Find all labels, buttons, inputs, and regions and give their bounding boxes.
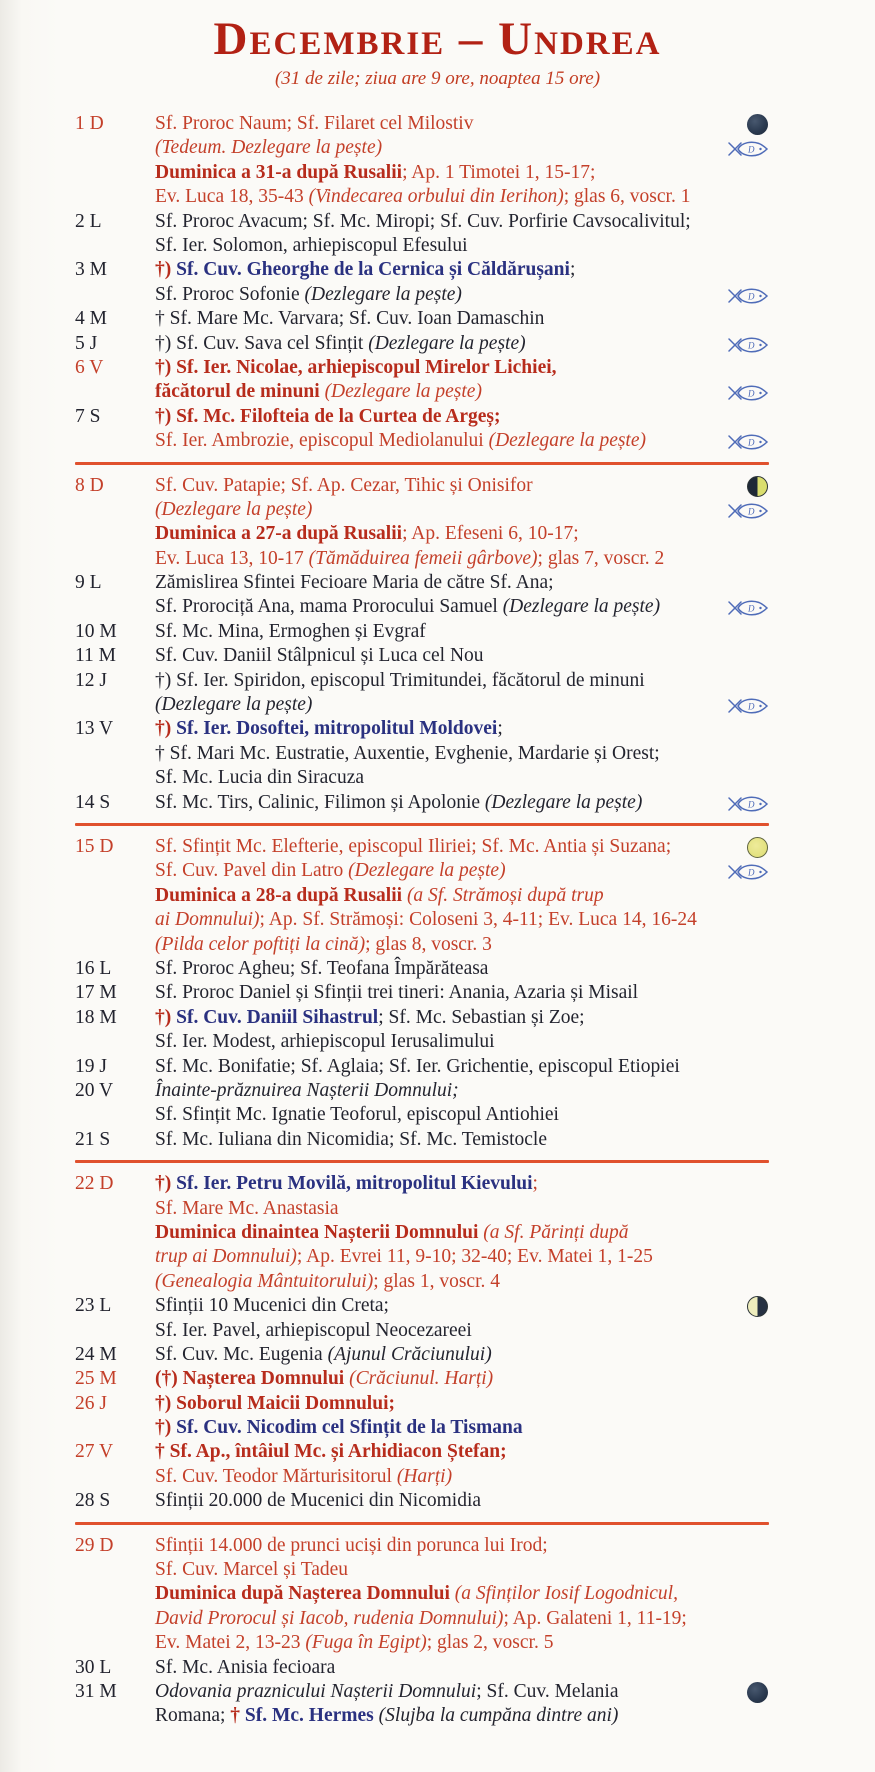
fish-icon: [728, 335, 770, 355]
text-segment: Sf. Mc. Lucia din Siracuza: [155, 767, 365, 789]
day-content: [155, 717, 820, 790]
calendar-line: [155, 766, 820, 790]
text-segment: Sf. Cuv. Mc. Eugenia: [155, 1343, 328, 1365]
calendar-line: [155, 1103, 820, 1127]
text-segment: Sf. Ier. Modest, arhiepiscopul Ierusalimului: [155, 1031, 495, 1053]
calendar-days: [0, 100, 875, 1729]
calendar-line: [155, 1582, 820, 1606]
calendar-line: [155, 644, 820, 668]
text-segment: ; glas 2, voscr. 5: [426, 1632, 554, 1654]
day-content: [155, 356, 820, 405]
day-row-15-D: [75, 835, 820, 957]
text-segment: (Pilda celor poftiți la cină): [155, 933, 366, 955]
day-row-26-J: [75, 1392, 820, 1441]
text-segment: †) Sf. Ier. Nicolae, arhiepiscopul Mirelor Lichiei,: [155, 356, 557, 378]
day-content: [155, 1440, 820, 1489]
day-label: 8 D: [75, 474, 104, 496]
day-content: [155, 112, 820, 210]
section-separator: [75, 462, 769, 465]
calendar-line: [155, 474, 820, 498]
text-segment: ;: [569, 259, 576, 281]
calendar-line: [155, 1465, 820, 1489]
text-segment: Sf. Ier. Dosoftei, mitropolitul Moldovei: [176, 718, 498, 740]
text-segment: (Tămăduirea femeii gârbove): [308, 547, 538, 569]
day-row-17-M: [75, 981, 820, 1005]
page-header: [0, 13, 875, 90]
calendar-line: [155, 742, 820, 766]
text-segment: Sf. Cuv. Marcel și Tadeu: [155, 1559, 349, 1581]
text-segment: †) Sf. Cuv. Sava cel Sfințit: [155, 332, 369, 354]
moon-new-icon: [747, 837, 768, 858]
calendar-page: [0, 13, 875, 1772]
day-row-24-M: [75, 1343, 820, 1367]
svg-text:D: D: [748, 603, 755, 614]
text-segment: (a Sf. Strămoși după trup: [406, 884, 604, 906]
fish-icon: [728, 432, 770, 452]
text-segment: (Dezlegare la pește): [484, 791, 643, 813]
calendar-line: [155, 161, 820, 185]
calendar-line: [155, 1367, 820, 1391]
text-segment: † Sf. Mare Mc. Varvara; Sf. Cuv. Ioan Damaschin: [155, 308, 545, 330]
text-segment: Sf. Cuv. Pavel din Latro: [155, 860, 349, 882]
day-row-22-D: [75, 1172, 820, 1294]
day-content: [155, 307, 820, 331]
text-segment: Sf. Proroc Sofonie: [155, 283, 305, 305]
text-segment: Sf. Mc. Tirs, Calinic, Filimon și Apolonie: [155, 791, 485, 813]
day-label: 18 M: [75, 1006, 117, 1028]
day-label: 23 L: [75, 1295, 112, 1317]
text-segment: Sf. Prorociță Ana, mama Prorocului Samuel: [155, 596, 503, 618]
day-row-29-D: [75, 1534, 820, 1656]
text-segment: Sf. Mc. Anisia fecioara: [155, 1656, 336, 1678]
text-segment: †): [155, 718, 177, 740]
day-content: [155, 957, 820, 981]
calendar-line: [155, 1245, 820, 1269]
day-row-7-S: [75, 405, 820, 454]
day-row-3-M: [75, 258, 820, 307]
text-segment: ; glas 1, voscr. 4: [373, 1270, 501, 1292]
svg-text:D: D: [748, 291, 755, 302]
calendar-line: [155, 1128, 820, 1152]
day-row-8-D: [75, 474, 820, 572]
text-segment: ; Ap. Efeseni 6, 10-17;: [402, 523, 579, 545]
calendar-line: [155, 1607, 820, 1631]
day-label: 24 M: [75, 1343, 117, 1365]
calendar-line: [155, 136, 820, 160]
text-segment: (Dezlegare la pește): [488, 430, 646, 452]
text-segment: Sf. Mc. Iuliana din Nicomidia; Sf. Mc. Temistocle: [155, 1128, 547, 1150]
day-row-27-V: [75, 1440, 820, 1489]
text-segment: Duminica după Nașterea Domnului: [155, 1583, 455, 1605]
day-content: [155, 1006, 820, 1055]
svg-text:D: D: [748, 701, 755, 712]
day-label: 2 L: [75, 210, 102, 232]
calendar-line: [155, 356, 820, 380]
svg-text:D: D: [748, 799, 755, 810]
day-label: 25 M: [75, 1368, 117, 1390]
day-content: [155, 1656, 820, 1680]
text-segment: Sf. Proroc Agheu; Sf. Teofana Împărăteasa: [155, 957, 489, 979]
day-row-10-M: [75, 620, 820, 644]
text-segment: †) Soborul Maicii Domnului;: [155, 1392, 395, 1414]
text-segment: Zămislirea Sfintei Fecioare Maria de către Sf. Ana;: [155, 572, 554, 594]
day-content: [155, 620, 820, 644]
day-row-1-D: [75, 112, 820, 210]
day-label: 12 J: [75, 669, 107, 691]
text-segment: †): [155, 259, 177, 281]
day-content: [155, 474, 820, 572]
day-content: [155, 1294, 820, 1343]
text-segment: (Genealogia Mântuitorului): [155, 1270, 374, 1292]
section-separator: [75, 1160, 769, 1163]
text-segment: ; glas 8, voscr. 3: [365, 933, 492, 955]
calendar-line: [155, 1534, 820, 1558]
svg-text:D: D: [748, 506, 755, 517]
calendar-line: [155, 1197, 820, 1221]
day-content: [155, 258, 820, 307]
calendar-line: [155, 1343, 820, 1367]
day-label: 19 J: [75, 1055, 107, 1077]
day-row-13-V: [75, 717, 820, 790]
text-segment: (Dezlegare la pește): [368, 332, 526, 354]
text-segment: ai Domnului): [155, 909, 260, 931]
day-label: 27 V: [75, 1441, 114, 1463]
text-segment: (Ajunul Crăciunului): [327, 1343, 492, 1365]
day-row-9-L: [75, 571, 820, 620]
calendar-line: [155, 1270, 820, 1294]
text-segment: Odovania praznicului Nașterii Domnului: [155, 1681, 477, 1703]
day-label: 5 J: [75, 332, 98, 354]
text-segment: Sf. Proroc Naum; Sf. Filaret cel Milostiv: [155, 113, 474, 134]
calendar-line: [155, 859, 820, 883]
calendar-line: [155, 1558, 820, 1582]
text-segment: (Dezlegare la pește): [502, 596, 661, 618]
text-segment: †): [155, 1417, 177, 1439]
text-segment: Sf. Proroc Daniel și Sfinții trei tineri: Anania, Azaria și Misail: [155, 982, 639, 1004]
text-segment: trup ai Domnului): [155, 1246, 297, 1268]
calendar-line: [155, 957, 820, 981]
text-segment: Ev. Luca 18, 35-43: [155, 186, 309, 208]
calendar-line: [155, 1656, 820, 1680]
text-segment: Sf. Cuv. Teodor Mărturisitorul: [155, 1465, 397, 1487]
text-segment: (Crăciunul. Harți): [349, 1368, 494, 1390]
calendar-line: [155, 522, 820, 546]
day-row-18-M: [75, 1006, 820, 1055]
calendar-line: [155, 835, 820, 859]
calendar-line: [155, 1172, 820, 1196]
day-content: [155, 1055, 820, 1079]
calendar-line: [155, 210, 820, 234]
fish-icon: [728, 139, 770, 159]
day-row-31-M: [75, 1680, 820, 1729]
day-content: [155, 981, 820, 1005]
calendar-line: [155, 1680, 820, 1704]
day-label: 17 M: [75, 982, 117, 1004]
calendar-line: [155, 1006, 820, 1030]
text-segment: ; Ap. 1 Timotei 1, 15-17;: [402, 161, 596, 183]
section-separator: [75, 1522, 769, 1525]
fish-icon: [728, 383, 770, 403]
text-segment: †: [230, 1705, 245, 1727]
calendar-line: [155, 1392, 820, 1416]
day-label: 3 M: [75, 259, 107, 281]
day-content: [155, 1534, 820, 1656]
day-label: 9 L: [75, 572, 102, 594]
day-row-20-V: [75, 1079, 820, 1128]
day-label: 26 J: [75, 1392, 107, 1414]
day-row-11-M: [75, 644, 820, 668]
calendar-line: [155, 307, 820, 331]
calendar-line: [155, 884, 820, 908]
calendar-line: [155, 1294, 820, 1318]
text-segment: ; Sf. Mc. Sebastian și Zoe;: [378, 1006, 585, 1028]
text-segment: ; Ap. Galateni 1, 11-19;: [503, 1607, 687, 1629]
calendar-line: [155, 1704, 820, 1728]
calendar-line: [155, 933, 820, 957]
calendar-line: [155, 1079, 820, 1103]
text-segment: (Dezlegare la pește): [304, 283, 462, 305]
fish-icon: [728, 862, 770, 882]
day-label: 21 S: [75, 1128, 111, 1150]
calendar-line: [155, 791, 820, 815]
text-segment: Sfinții 14.000 de prunci uciși din porunca lui Irod;: [155, 1534, 548, 1556]
calendar-line: [155, 547, 820, 571]
calendar-line: [155, 112, 820, 136]
text-segment: (Harți): [396, 1465, 453, 1487]
text-segment: † Sf. Ap., întâiul Mc. și Arhidiacon Ștefan;: [155, 1441, 507, 1463]
text-segment: Sf. Cuv. Gheorghe de la Cernica și Căldărușani: [176, 259, 570, 281]
text-segment: (Dezlegare la pește): [324, 381, 482, 403]
day-label: 14 S: [75, 791, 111, 813]
calendar-line: [155, 380, 820, 404]
section-separator: [75, 823, 769, 826]
day-label: 16 L: [75, 957, 112, 979]
text-segment: Sf. Mare Mc. Anastasia: [155, 1197, 339, 1219]
calendar-line: [155, 620, 820, 644]
calendar-line: [155, 1440, 820, 1464]
calendar-line: [155, 981, 820, 1005]
text-segment: (Dezlegare la pește): [155, 498, 313, 520]
day-row-6-V: [75, 356, 820, 405]
day-content: [155, 1079, 820, 1128]
text-segment: Sf. Ier. Solomon, arhiepiscopul Efesului: [155, 234, 468, 256]
text-segment: ;: [497, 718, 503, 740]
calendar-line: [155, 258, 820, 282]
calendar-line: [155, 571, 820, 595]
svg-text:D: D: [748, 867, 755, 878]
day-label: 1 D: [75, 113, 104, 134]
day-content: [155, 791, 820, 815]
fish-icon: [728, 286, 770, 306]
text-segment: (Slujba la cumpăna dintre ani): [378, 1705, 619, 1727]
text-segment: Sf. Ier. Petru Movilă, mitropolitul Kievului: [176, 1173, 533, 1195]
fish-icon: [728, 696, 770, 716]
day-content: [155, 332, 820, 356]
day-content: [155, 1367, 820, 1391]
text-segment: Sfinții 10 Mucenici din Creta;: [155, 1295, 389, 1317]
day-label: 11 M: [75, 645, 116, 667]
page-title: Decembrie – Undrea: [213, 13, 662, 65]
text-segment: ; glas 6, voscr. 1: [563, 186, 691, 208]
day-label: 22 D: [75, 1173, 114, 1195]
text-segment: Sf. Sfințit Mc. Elefterie, episcopul Iliriei; Sf. Mc. Antia și Suzana;: [155, 836, 672, 858]
text-segment: Sf. Cuv. Patapie; Sf. Ap. Cezar, Tihic și Onisifor: [155, 474, 533, 496]
calendar-line: [155, 498, 820, 522]
text-segment: făcătorul de minuni: [155, 381, 325, 403]
text-segment: (a Sfinților Iosif Logodnicul,: [454, 1583, 678, 1605]
calendar-line: [155, 1631, 820, 1655]
day-label: 28 S: [75, 1490, 111, 1512]
calendar-line: [155, 1221, 820, 1245]
svg-text:D: D: [748, 388, 755, 399]
day-label: 10 M: [75, 620, 117, 642]
text-segment: Duminica a 28-a după Rusalii: [155, 884, 407, 906]
text-segment: (Fuga în Egipt): [305, 1632, 427, 1654]
day-content: [155, 835, 820, 957]
text-segment: (Vindecarea orbului din Ierihon): [308, 186, 564, 208]
text-segment: Sf. Cuv. Nicodim cel Sfințit de la Tismana: [176, 1417, 523, 1439]
text-segment: (Dezlegare la pește): [348, 860, 506, 882]
moon-last-quarter-icon: [747, 476, 768, 497]
day-row-5-J: [75, 332, 820, 356]
calendar-line: [155, 669, 820, 693]
text-segment: (†) Nașterea Domnului: [155, 1368, 350, 1390]
moon-full-icon: [747, 114, 768, 135]
text-segment: Sf. Sfințit Mc. Ignatie Teoforul, episcopul Antiohiei: [155, 1104, 559, 1126]
calendar-line: [155, 1489, 820, 1513]
calendar-line: [155, 1319, 820, 1343]
text-segment: ;: [532, 1173, 538, 1195]
svg-text:D: D: [748, 144, 755, 155]
day-row-4-M: [75, 307, 820, 331]
day-row-16-L: [75, 957, 820, 981]
fish-icon: [728, 501, 770, 521]
text-segment: Sf. Cuv. Daniil Stâlpnicul și Luca cel Nou: [155, 645, 484, 667]
moon-first-quarter-icon: [747, 1296, 768, 1317]
day-content: [155, 571, 820, 620]
text-segment: Sf. Ier. Pavel, arhiepiscopul Neocezareei: [155, 1319, 472, 1341]
text-segment: (Dezlegare la pește): [155, 694, 313, 716]
text-segment: Înainte-prăznuirea Nașterii Domnului;: [155, 1079, 459, 1101]
text-segment: Romana;: [155, 1705, 231, 1727]
calendar-line: [155, 185, 820, 209]
day-row-14-S: [75, 791, 820, 815]
day-label: 31 M: [75, 1681, 117, 1703]
text-segment: Sf. Mc. Hermes: [244, 1705, 379, 1727]
day-row-28-S: [75, 1489, 820, 1513]
day-content: [155, 1392, 820, 1441]
day-label: 6 V: [75, 356, 104, 378]
day-content: [155, 1343, 820, 1367]
text-segment: Duminica a 27-a după Rusalii: [155, 523, 403, 545]
calendar-line: [155, 908, 820, 932]
text-segment: ; Ap. Evrei 11, 9-10; 32-40; Ev. Matei 1, 1-25: [296, 1246, 653, 1268]
day-row-23-L: [75, 1294, 820, 1343]
text-segment: David Prorocul și Iacob, rudenia Domnului): [155, 1607, 504, 1629]
text-segment: Sf. Mc. Bonifatie; Sf. Aglaia; Sf. Ier. Grichentie, episcopul Etiopiei: [155, 1055, 680, 1077]
page-subtitle: (31 de zile; ziua are 9 ore, noaptea 15 ore): [274, 68, 601, 89]
calendar-line: [155, 717, 820, 741]
calendar-line: [155, 1030, 820, 1054]
text-segment: Sf. Ier. Ambrozie, episcopul Mediolanului: [155, 430, 489, 452]
text-segment: Ev. Matei 2, 13-23: [155, 1632, 306, 1654]
day-row-12-J: [75, 669, 820, 718]
calendar-line: [155, 332, 820, 356]
day-content: [155, 1128, 820, 1152]
text-segment: † Sf. Mari Mc. Eustratie, Auxentie, Evghenie, Mardarie și Orest;: [155, 742, 660, 764]
day-label: 15 D: [75, 836, 114, 858]
text-segment: (a Sf. Părinți după: [483, 1221, 629, 1243]
day-label: 4 M: [75, 308, 107, 330]
day-content: [155, 1172, 820, 1294]
text-segment: Duminica dinaintea Nașterii Domnului: [155, 1221, 484, 1243]
day-row-19-J: [75, 1055, 820, 1079]
calendar-line: [155, 234, 820, 258]
text-segment: (Tedeum. Dezlegare la pește): [155, 137, 383, 159]
text-segment: Ev. Luca 13, 10-17: [155, 547, 309, 569]
day-row-21-S: [75, 1128, 820, 1152]
text-segment: Sf. Cuv. Daniil Sihastrul: [176, 1006, 379, 1028]
calendar-line: [155, 595, 820, 619]
day-label: 29 D: [75, 1534, 114, 1556]
text-segment: ; glas 7, voscr. 2: [537, 547, 665, 569]
day-row-2-L: [75, 210, 820, 259]
text-segment: †): [155, 1006, 177, 1028]
calendar-line: [155, 693, 820, 717]
calendar-line: [155, 429, 820, 453]
svg-text:D: D: [748, 340, 755, 351]
day-content: [155, 1489, 820, 1513]
text-segment: ; Ap. Sf. Strămoși: Coloseni 3, 4-11; Ev. Luca 14, 16-24: [259, 909, 697, 931]
day-label: 20 V: [75, 1079, 114, 1101]
moon-full-icon: [747, 1682, 768, 1703]
calendar-line: [155, 1416, 820, 1440]
text-segment: †) Sf. Ier. Spiridon, episcopul Trimitundei, făcătorul de minuni: [155, 669, 645, 691]
text-segment: Sfinții 20.000 de Mucenici din Nicomidia: [155, 1490, 482, 1512]
day-content: [155, 210, 820, 259]
fish-icon: [728, 598, 770, 618]
calendar-line: [155, 405, 820, 429]
day-label: 13 V: [75, 718, 114, 740]
text-segment: Duminica a 31-a după Rusalii: [155, 161, 403, 183]
day-label: 30 L: [75, 1656, 112, 1678]
svg-text:D: D: [748, 437, 755, 448]
day-row-25-M: [75, 1367, 820, 1391]
fish-icon: [728, 794, 770, 814]
text-segment: †): [155, 1173, 177, 1195]
text-segment: ; Sf. Cuv. Melania: [476, 1681, 619, 1703]
day-content: [155, 1680, 820, 1729]
day-label: 7 S: [75, 405, 101, 427]
text-segment: Sf. Proroc Avacum; Sf. Mc. Miropi; Sf. Cuv. Porfirie Cavsocalivitul;: [155, 210, 691, 232]
day-content: [155, 669, 820, 718]
day-content: [155, 644, 820, 668]
text-segment: †) Sf. Mc. Filofteia de la Curtea de Argeș;: [155, 405, 501, 427]
day-row-30-L: [75, 1656, 820, 1680]
calendar-line: [155, 283, 820, 307]
text-segment: Sf. Mc. Mina, Ermoghen și Evgraf: [155, 620, 426, 642]
day-content: [155, 405, 820, 454]
calendar-line: [155, 1055, 820, 1079]
